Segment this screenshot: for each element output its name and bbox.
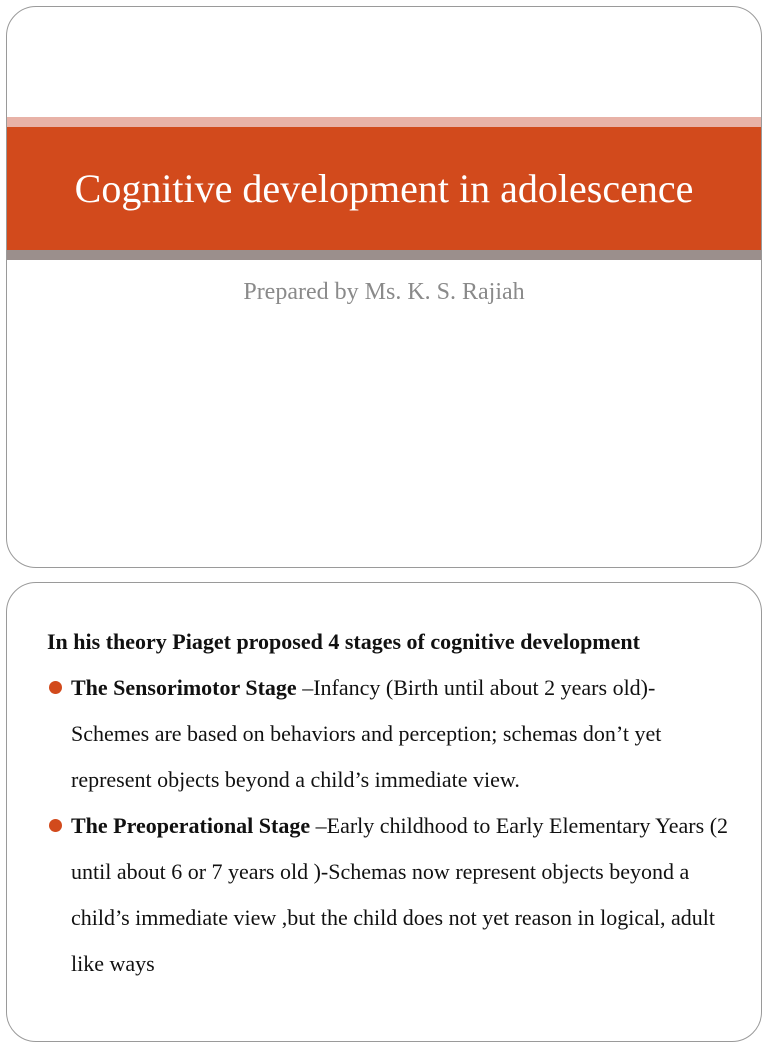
stage-name: The Sensorimotor Stage: [71, 675, 297, 700]
stage-name: The Preoperational Stage: [71, 813, 311, 838]
title-slide: [6, 6, 762, 568]
bullet-icon: [49, 819, 62, 832]
intro-text: In his theory Piaget proposed 4 stages of cognitive development: [47, 629, 640, 654]
stage-item-sensorimotor: [47, 665, 731, 803]
title-band-bottom-stripe: [7, 250, 761, 260]
stage-description: –Infancy (Birth until about 2 years old)-Schemes are based on behaviors and perception; schemas don’t yet represent objects beyond a child’s immediate view.: [71, 675, 662, 792]
slide-body: [47, 619, 731, 987]
slide-title: Cognitive development in adolescence: [74, 166, 694, 211]
slide-subtitle: Prepared by Ms. K. S. Rajiah: [243, 279, 525, 305]
stage-item-preoperational: [47, 803, 731, 987]
title-band-top-stripe: [7, 117, 761, 127]
stage-description: –Early childhood to Early Elementary Years (2 until about 6 or 7 years old )-Schemas now represent objects beyond a child’s immediate view ,but the child does not yet reason in logical, adult like ways: [71, 813, 729, 976]
content-slide: [6, 582, 762, 1042]
title-band: [7, 127, 761, 250]
bullet-icon: [49, 681, 62, 694]
